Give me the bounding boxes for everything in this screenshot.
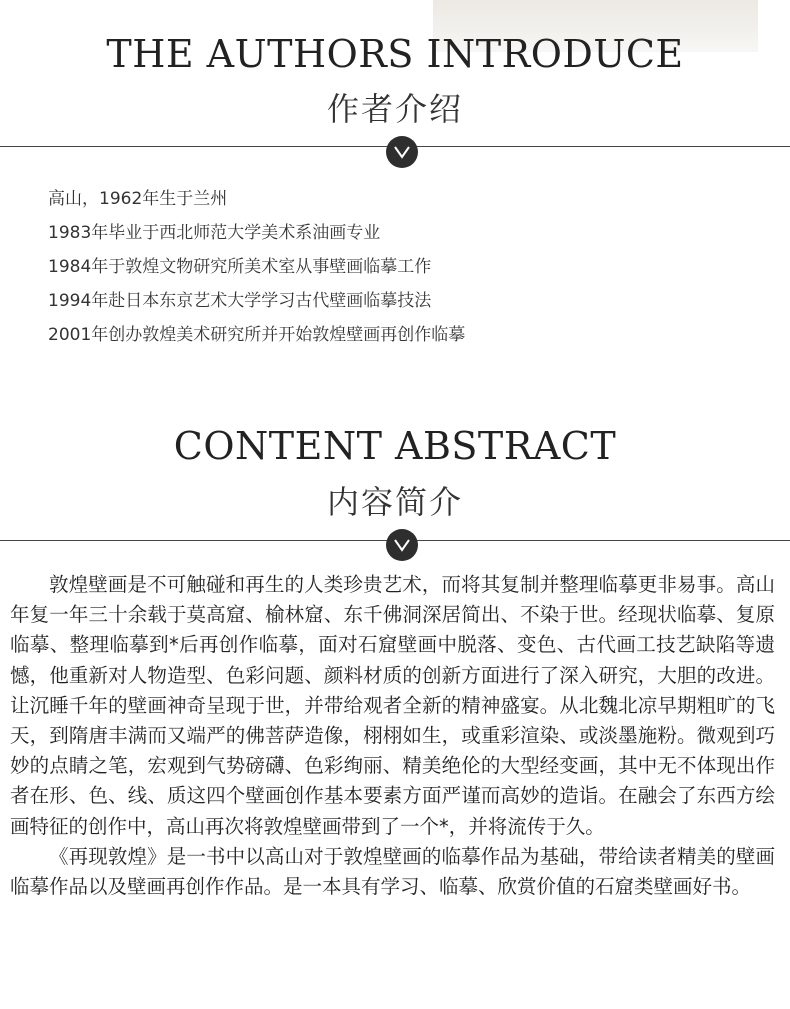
bio-line: 高山，1962年生于兰州 — [48, 189, 228, 209]
abstract-paragraph: 《再现敦煌》是一书中以高山对于敦煌壁画的临摹作品为基础，带给读者精美的壁画临摹作品以及壁画再创作作品。是一本具有学习、临摹、欣赏价值的石窟类壁画好书。 — [10, 844, 775, 899]
author-bio-list — [48, 182, 465, 352]
content-abstract — [10, 570, 775, 902]
authors-divider-badge — [386, 136, 418, 168]
bio-line: 1994年赴日本东京艺术大学学习古代壁画临摹技法 — [48, 291, 432, 311]
content-divider-badge — [386, 529, 418, 561]
chevron-down-icon — [393, 538, 411, 552]
authors-title-en: THE AUTHORS INTRODUCE — [106, 32, 684, 76]
content-title-zh: 内容简介 — [326, 483, 463, 521]
bio-line: 1983年毕业于西北师范大学美术系油画专业 — [48, 223, 381, 243]
chevron-down-icon — [393, 145, 411, 159]
abstract-paragraph: 敦煌壁画是不可触碰和再生的人类珍贵艺术，而将其复制并整理临摹更非易事。高山年复一年三十余载于莫高窟、榆林窟、东千佛洞深居简出、不染于世。经现状临摹、复原临摹、整理临摹到*后再创作临摹，面对石窟壁画中脱落、变色、古代画工技艺缺陷等遗憾，他重新对人物造型、色彩问题、颜料材质的创新方面进行了深入研究，大胆的改进。让沉睡千年的壁画神奇呈现于世，并带给观者全新的精神盛宴。从北魏北凉早期粗旷的飞天，到隋唐丰满而又端严的佛菩萨造像，栩栩如生，或重彩渲染、或淡墨施粉。微观到巧妙的点睛之笔，宏观到气势磅礴、色彩绚丽、精美绝伦的大型经变画，其中无不体现出作者在形、色、线、质这四个壁画创作基本要素方面严谨而高妙的造诣。在融会了东西方绘画特征的创作中，高山再次将敦煌壁画带到了一个*，并将流传于久。 — [10, 573, 775, 838]
bio-line: 2001年创办敦煌美术研究所并开始敦煌壁画再创作临摹 — [48, 325, 466, 345]
bio-line: 1984年于敦煌文物研究所美术室从事壁画临摹工作 — [48, 257, 432, 277]
authors-title-zh: 作者介绍 — [326, 90, 463, 128]
content-title-en: CONTENT ABSTRACT — [173, 424, 617, 468]
